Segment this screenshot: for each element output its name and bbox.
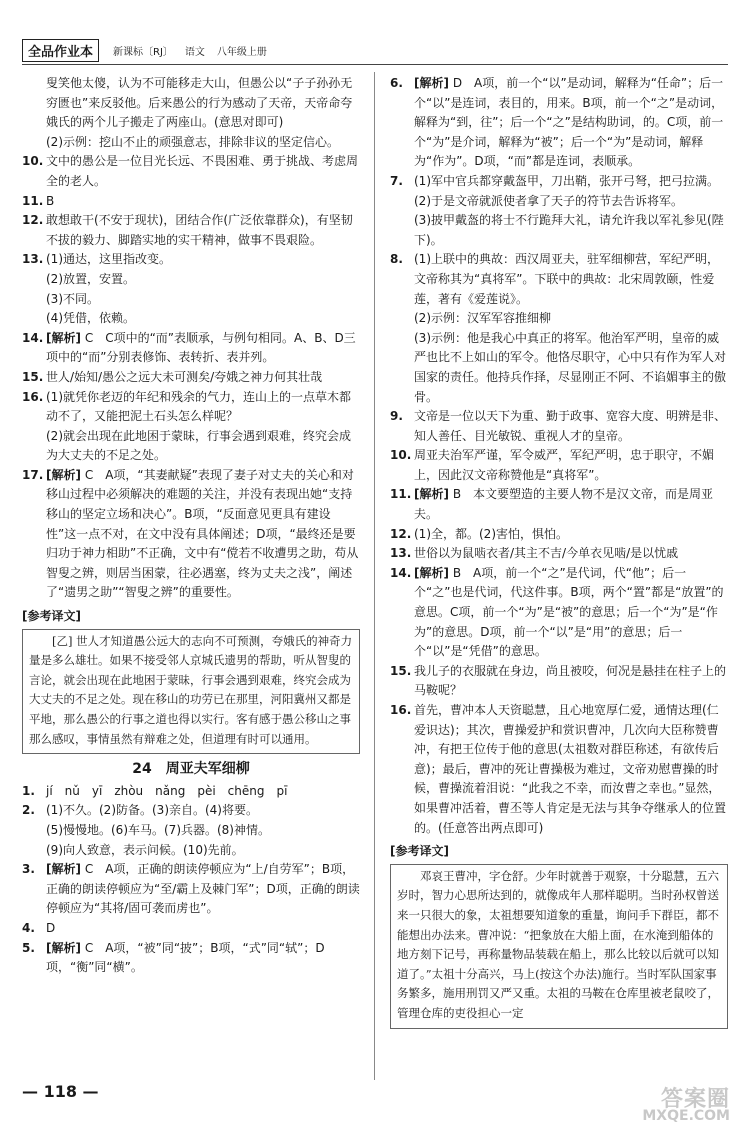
answer-continuation: (2)示例：挖山不止的顽强意志，排除非议的坚定信心。 — [46, 134, 340, 149]
item-text: C C项中的“而”表顺承，与例句相同。A、B、D三项中的“而”分别表修饰、表转折、表并列。 — [46, 330, 356, 365]
answer-item — [22, 801, 360, 860]
item-number: 1. — [22, 783, 35, 798]
answer-item — [22, 388, 360, 466]
item-line: (3)不同。 — [46, 291, 99, 306]
item-text: 文帝是一位以天下为重、勤于政事、宽容大度、明辨是非、知人善任、目光敏锐、重视人才的皇帝。 — [414, 409, 727, 443]
item-number: 9. — [390, 409, 403, 424]
item-text: 首先，曹冲本人天资聪慧，且心地宽厚仁爱，通情达理(仁爱识达)；其次，曹操爱护和赏识曹冲，几次向大臣称赞曹冲，有把王位传于他的意思(太祖数对群臣称述，有欲传后意)；最后，曹冲的死让曹操极为难过，文帝劝慰曹操的时候，曹操流着泪说：“此我之不幸，而汝曹之幸也。”显然，如果曹冲活着，曹丕等人肯定是无法与其争夺继承人的位置的。(任意答出两点即可) — [414, 703, 727, 835]
item-number: 11. — [390, 487, 412, 502]
answer-item — [390, 662, 728, 701]
watermark-logo: 答案圈 — [660, 1087, 730, 1112]
analysis-tag: [解析] — [414, 76, 449, 90]
item-number: 15. — [22, 369, 44, 384]
reference-translation-box — [390, 864, 728, 1029]
item-number: 3. — [22, 862, 35, 877]
reference-translation-title: [参考译文] — [390, 844, 449, 859]
answer-item — [22, 211, 360, 250]
item-text: D A项，前一个“以”是动词，解释为“任命”；后一个“以”是连词，表目的，用来。B项，前一个“之”是动词，解释为“到，往”；后一个“之”是结构助词，的。C项，前一个“为”是介词，解释为“被”；后一个“为”是动词，解释为“作为”。D项，“而”都是连词，表顺承。 — [414, 76, 724, 169]
answer-item — [390, 446, 728, 485]
item-text: 世人/始知/愚公之远大未可测矣/夸娥之神力何其壮哉 — [46, 369, 323, 384]
answer-item — [390, 485, 728, 524]
answer-item — [22, 919, 360, 939]
answer-item — [22, 782, 360, 802]
item-line: (1)军中官兵都穿戴盔甲，刀出鞘，张开弓弩，把弓拉满。 — [414, 173, 720, 188]
item-number: 16. — [22, 389, 44, 404]
left-column — [22, 74, 360, 978]
brand-label: 全品作业本 — [22, 39, 99, 62]
grade-label: 八年级上册 — [216, 46, 267, 58]
item-number: 17. — [22, 467, 44, 482]
subject-label: 语文 — [184, 46, 205, 58]
analysis-tag: [解析] — [46, 330, 81, 345]
item-text: 敢想敢干(不安于现状)，团结合作(广泛依靠群众)，有坚韧不拔的毅力、脚踏实地的实干精神，做事不畏艰险。 — [46, 213, 353, 247]
answer-item — [22, 368, 360, 388]
item-line: (3)披甲戴盔的将士不行跪拜大礼，请允许我以军礼参见(陛下)。 — [414, 213, 724, 247]
reference-translation-title: [参考译文] — [22, 609, 81, 624]
item-number: 13. — [22, 252, 44, 267]
analysis-tag: [解析] — [414, 487, 449, 502]
item-number: 5. — [22, 940, 35, 955]
reference-translation-text: [乙] 世人才知道愚公远大的志向不可预测，夸娥氏的神奇力量是多么雄壮。如果不接受邻人京城氏遗男的帮助，听从智叟的言论，就会出现在此地困于蒙昧，行事会遇到艰难，终究会成为大丈夫的不足之处。现在移山的功劳已在那里，河阳冀州又都是平地，那么愚公的行事之道也得以实行。客有感于愚公移山之事那么感叹，事情虽然有辩难之处，但道理有时可以通用。 — [29, 633, 353, 746]
item-text: 周亚夫治军严谨，军令威严，军纪严明，忠于职守，不媚上，因此汉文帝称赞他是“真将军”。 — [414, 448, 715, 482]
answer-item — [22, 860, 360, 919]
answer-item — [22, 939, 360, 978]
item-number: 4. — [22, 920, 35, 935]
item-text: B 本文要塑造的主要人物不是汉文帝，而是周亚夫。 — [414, 487, 714, 522]
answer-item — [390, 544, 728, 564]
item-text: jí nǔ yī zhòu nǎng pèi chēng pī — [46, 783, 288, 798]
section-title: 24 周亚夫军细柳 — [132, 761, 250, 778]
item-number: 2. — [22, 803, 35, 818]
page-number: — 118 — — [22, 1082, 99, 1101]
item-text: B A项，前一个“之”是代词，代“他”；后一个“之”也是代词，代这件事。B项，两个“置”都是“放置”的意思。C项，前一个“为”是“被”的意思；后一个“为”是“作为”的意思。D项，前一个“以”是“用”的意思；后一个“以”是“凭借”的意思。 — [414, 565, 724, 659]
reference-translation-text: 邓哀王曹冲，字仓舒。少年时就善于观察，十分聪慧，五六岁时，智力心思所达到的，就像成年人那样聪明。当时孙权曾送来一只很大的象，太祖想要知道象的重量，询问手下群臣，都不能想出办法来。曹冲说：“把象放在大船上面，在水淹到船体的地方刻下记号，再称量物品装载在船上，那么比较以后就可以知道了。”太祖十分高兴，马上(按这个办法)施行。当时军队国家事务繁多，施用刑罚又严又重。太祖的马鞍在仓库里被老鼠咬了，管理仓库的吏役担心一定 — [397, 868, 719, 1020]
item-line: (1)就凭你老迈的年纪和残余的气力，连山上的一点草木都动不了，又能把泥土石头怎么样呢？ — [46, 389, 352, 424]
item-number: 15. — [390, 663, 412, 678]
item-number: 13. — [390, 546, 412, 561]
answer-item — [390, 172, 728, 250]
item-number: 6. — [390, 76, 403, 90]
item-number: 7. — [390, 173, 403, 188]
item-number: 16. — [390, 703, 412, 717]
column-divider — [374, 72, 375, 1080]
item-line: (1)不久。(2)防备。(3)亲自。(4)将要。 — [46, 803, 258, 818]
item-number: 10. — [22, 154, 44, 169]
answer-item — [390, 250, 728, 407]
answer-item — [22, 329, 360, 368]
answer-item — [22, 466, 360, 603]
answer-item — [390, 564, 728, 662]
item-text: C A项，正确的朗读停顿应为“上/自劳军”；B项，正确的朗读停顿应为“至/霸上及棘门军”；D项，正确的朗读停顿应为“其将/固可袭而虏也”。 — [46, 862, 360, 916]
series-label: 新课标〔RJ〕 — [113, 46, 173, 58]
answer-item — [22, 250, 360, 328]
right-column — [390, 74, 728, 1029]
answer-item — [390, 525, 728, 545]
reference-translation-box — [22, 629, 360, 755]
item-text: C A项，“被”同“披”；B项，“式”同“轼”；D项，“衡”同“横”。 — [46, 940, 325, 975]
analysis-tag: [解析] — [414, 565, 449, 580]
item-line: (2)就会出现在此地困于蒙昧，行事会遇到艰难，终究会成为大丈夫的不足之处。 — [46, 428, 352, 463]
item-line: (2)放置，安置。 — [46, 271, 135, 286]
item-line: (2)于是文帝就派使者拿了天子的符节去告诉将军。 — [414, 193, 683, 208]
item-line: (2)示例：汉军军容推细柳 — [414, 311, 551, 326]
analysis-tag: [解析] — [46, 940, 81, 955]
item-number: 11. — [22, 193, 44, 208]
item-number: 12. — [22, 213, 44, 228]
analysis-tag: [解析] — [46, 467, 81, 482]
item-text: D — [46, 920, 56, 935]
answer-item — [390, 74, 728, 172]
item-line: (1)上联中的典故：西汉周亚夫，驻军细柳营，军纪严明，文帝称其为“真将军”。下联中的典故：北宋周敦颐，性爱莲，著有《爱莲说》。 — [414, 252, 720, 306]
answer-item — [22, 192, 360, 212]
item-line: (1)通达，这里指改变。 — [46, 252, 171, 267]
item-text: 文中的愚公是一位目光长远、不畏困难、勇于挑战、考虑周全的老人。 — [46, 154, 359, 188]
answer-item — [390, 407, 728, 446]
item-number: 12. — [390, 526, 412, 541]
item-text: 世俗以为鼠啮衣者/其主不吉/今单衣见啮/是以忧戚 — [414, 546, 679, 561]
item-text: C A项，“其妻献疑”表现了妻子对丈夫的关心和对移山过程中必须解决的难题的关注，并没有表现出她“支持移山的坚定立场和决心”。B项，“反面意见更具有建设性”这一点不对，在文中没有具体阐述；D项，“最终还是要归功于神力相助”不正确，文中有“傥若不收遭男之助，苟从智叟之辨，则居当困蒙，往必遇塞，终为丈夫之浅”，阐述了“遗男之助”“智叟之辨”的重要性。 — [46, 467, 359, 600]
item-number: 8. — [390, 252, 403, 267]
item-text: 我儿子的衣服就在身边，尚且被咬，何况是悬挂在柱子上的马鞍呢？ — [414, 663, 727, 698]
watermark-url: MXQE.COM — [642, 1108, 730, 1124]
page-header — [22, 40, 267, 60]
item-line: (9)向人致意，表示问候。(10)先前。 — [46, 842, 244, 857]
answer-continuation: 叟笑他太傻，认为不可能移走大山，但愚公以“子子孙孙无穷匮也”来反驳他。后来愚公的行为感动了天帝，天帝命夸娥氏的两个儿子搬走了两座山。(意思对即可) — [46, 76, 353, 130]
answer-item — [22, 152, 360, 191]
item-text: B — [46, 193, 55, 208]
header-rule — [22, 64, 728, 65]
analysis-tag: [解析] — [46, 862, 81, 877]
item-line: (5)慢慢地。(6)车马。(7)兵器。(8)神情。 — [46, 822, 270, 837]
item-number: 14. — [390, 565, 412, 580]
item-number: 10. — [390, 448, 412, 463]
answer-item — [390, 701, 728, 838]
item-line: (3)示例：他是我心中真正的将军。他治军严明，皇帝的威严也比不上如山的军令。他恪尽职守，心中只有作为军人对国家的责任。他持兵作择，尽显刚正不阿、不谄媚事主的傲骨。 — [414, 330, 727, 404]
item-text: (1)全，都。(2)害怕，惧怕。 — [414, 526, 568, 541]
item-number: 14. — [22, 330, 44, 345]
item-line: (4)凭借，依赖。 — [46, 311, 135, 326]
